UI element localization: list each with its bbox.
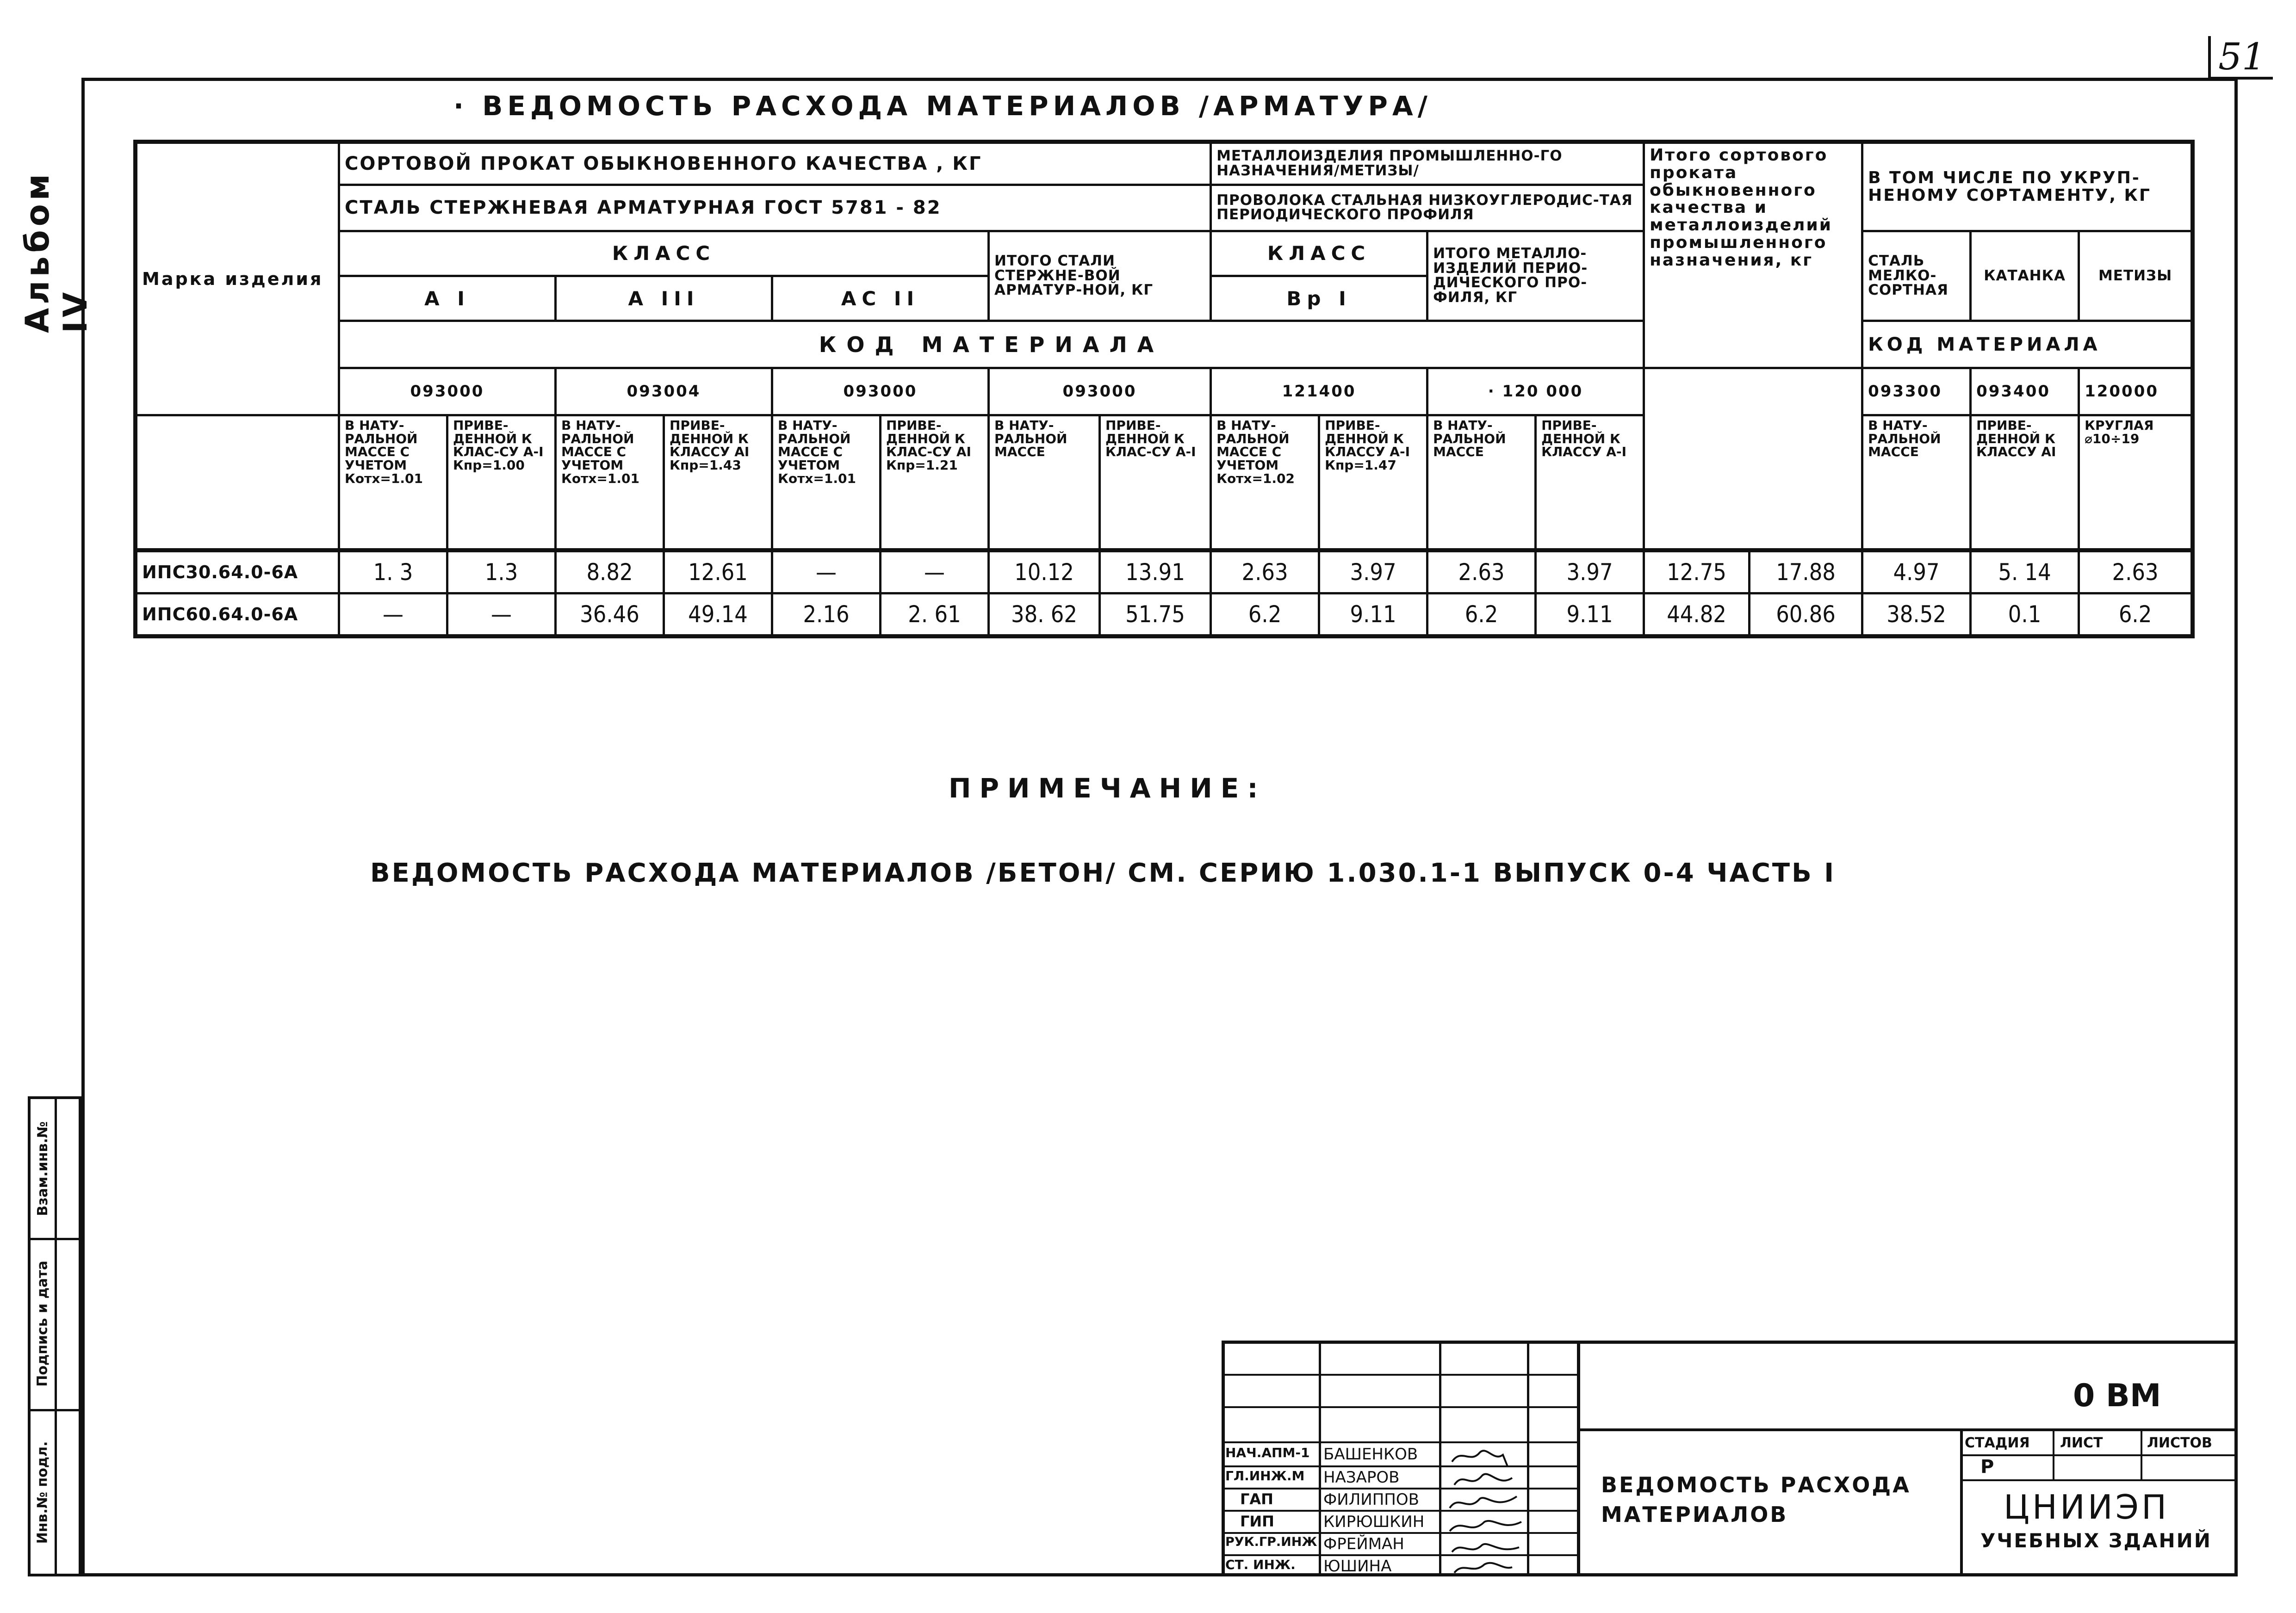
table-cell: 38.52 (1862, 593, 1971, 636)
page-number: 51 (2208, 36, 2273, 80)
role: ГАП (1240, 1490, 1273, 1508)
group-wire-header: ПРОВОЛОКА СТАЛЬНАЯ НИЗКОУГЛЕРОДИС-ТАЯ ПЕРИОДИЧЕСКОГО ПРОФИЛЯ (1211, 185, 1644, 231)
table-cell: — (772, 550, 881, 593)
table-cell: 17.88 (1750, 550, 1862, 593)
group-metal-header: МЕТАЛЛОИЗДЕЛИЯ ПРОМЫШЛЕННО-ГО НАЗНАЧЕНИЯ/МЕТИЗЫ/ (1211, 142, 1644, 185)
sub-metal-total-natural: В НАТУ-РАЛЬНОЙ МАССЕ (1427, 415, 1536, 550)
table-cell: 2.63 (2079, 550, 2193, 593)
table-cell: 2. 61 (881, 593, 989, 636)
metizy-header: МЕТИЗЫ (2079, 231, 2193, 321)
group-rebar-header: СТАЛЬ СТЕРЖНЕВАЯ АРМАТУРНАЯ ГОСТ 5781 - 82 (339, 185, 1211, 231)
note-title: ПРИМЕЧАНИЕ: (949, 773, 1266, 804)
code-steel-small: 093300 (1862, 368, 1971, 415)
table-cell: 0.1 (1971, 593, 2079, 636)
role: НАЧ.АПМ-1 (1225, 1445, 1310, 1460)
steel-small-header: СТАЛЬ МЕЛКО-СОРТНАЯ (1862, 231, 1971, 321)
name: ЮШИНА (1323, 1557, 1392, 1576)
material-code-caption-2: КОД МАТЕРИАЛА (1862, 321, 2193, 368)
table-cell: 2.16 (772, 593, 881, 636)
table-cell: 51.75 (1100, 593, 1211, 636)
table-cell: 4.97 (1862, 550, 1971, 593)
side-label-inv-replace: Взам.инв.№ (34, 1121, 51, 1216)
table-cell: 36.46 (556, 593, 664, 636)
code-a1: 093000 (339, 368, 556, 415)
role: РУК.ГР.ИНЖ (1225, 1535, 1317, 1549)
sub-a1-natural: В НАТУ-РАЛЬНОЙ МАССЕ С УЧЕТОМ Котх=1.01 (339, 415, 447, 550)
table-cell: — (339, 593, 447, 636)
sub-ac2-natural: В НАТУ-РАЛЬНОЙ МАССЕ С УЧЕТОМ Котх=1.01 (772, 415, 881, 550)
code-metal-total: · 120 000 (1427, 368, 1644, 415)
group-rolled-header: СОРТОВОЙ ПРОКАТ ОБЫКНОВЕННОГО КАЧЕСТВА , КГ (339, 142, 1211, 185)
sub-a3-reduced: ПРИВЕ-ДЕННОЙ К КЛАССУ АI Кпр=1.43 (664, 415, 772, 550)
table-cell: 2.63 (1211, 550, 1319, 593)
table-row (136, 550, 2193, 593)
class-a3: А III (556, 276, 772, 321)
total-rebar-header: ИТОГО СТАЛИ СТЕРЖНЕ-ВОЙ АРМАТУР-НОЙ, КГ (989, 231, 1211, 321)
material-code-caption: КОД МАТЕРИАЛА (339, 321, 1644, 368)
table-cell: — (447, 593, 556, 636)
class-wire-header: КЛАСС (1211, 231, 1427, 276)
role: СТ. ИНЖ. (1225, 1557, 1296, 1572)
code-metizy: 120000 (2079, 368, 2193, 415)
table-cell: 3.97 (1536, 550, 1644, 593)
role: ГЛ.ИНЖ.М (1225, 1468, 1305, 1483)
stage-label: СТАДИЯ (1965, 1435, 2030, 1451)
table-cell: 13.91 (1100, 550, 1211, 593)
table-cell: 1. 3 (339, 550, 447, 593)
table-cell: 9.11 (1319, 593, 1427, 636)
table-row (136, 593, 2193, 636)
table-cell: 6.2 (1211, 593, 1319, 636)
sub-total-reduced: ПРИВЕ-ДЕННОЙ К КЛАССУ АI (1971, 415, 2079, 550)
code-a3: 093004 (556, 368, 772, 415)
row-mark: ИПС60.64.0-6А (136, 593, 339, 636)
sub-rebar-total-natural: В НАТУ-РАЛЬНОЙ МАССЕ (989, 415, 1100, 550)
mark-header: Марка изделия (136, 142, 339, 415)
table-cell: 12.75 (1644, 550, 1750, 593)
katanka-header: КАТАНКА (1971, 231, 2079, 321)
class-ac2: АС II (772, 276, 989, 321)
class-bp1: Вр I (1211, 276, 1427, 321)
sub-bp1-natural: В НАТУ-РАЛЬНОЙ МАССЕ С УЧЕТОМ Котх=1.02 (1211, 415, 1319, 550)
table-cell: 6.2 (2079, 593, 2193, 636)
stage-value: Р (1980, 1456, 1994, 1477)
org-name: ЦНИИЭП (2004, 1488, 2170, 1526)
code-bp1: 121400 (1211, 368, 1427, 415)
role: ГИП (1240, 1513, 1274, 1530)
total-header: Итого сортового проката обыкновенного качества и металлоизделий промышленного назначения, кг (1644, 142, 1862, 368)
sheets-label: ЛИСТОВ (2147, 1435, 2212, 1451)
album-label: Альбом IV (19, 170, 94, 333)
name: НАЗАРОВ (1323, 1468, 1400, 1487)
name: ФИЛИППОВ (1323, 1490, 1419, 1509)
side-label-sign-date: Подпись и дата (34, 1260, 51, 1387)
table-cell: 2.63 (1427, 550, 1536, 593)
table-cell: 3.97 (1319, 550, 1427, 593)
table-cell: 6.2 (1427, 593, 1536, 636)
table-cell: — (881, 550, 989, 593)
sub-a1-reduced: ПРИВЕ-ДЕННОЙ К КЛАС-СУ А-I Кпр=1.00 (447, 415, 556, 550)
table-cell: 12.61 (664, 550, 772, 593)
sub-ac2-reduced: ПРИВЕ-ДЕННОЙ К КЛАС-СУ АI Кпр=1.21 (881, 415, 989, 550)
class-header: КЛАСС (339, 231, 989, 276)
total-metal-header: ИТОГО МЕТАЛЛО-ИЗДЕЛИЙ ПЕРИО-ДИЧЕСКОГО ПРО-ФИЛЯ, КГ (1427, 231, 1644, 321)
class-a1: А I (339, 276, 556, 321)
document-title: · ВЕДОМОСТЬ РАСХОДА МАТЕРИАЛОВ /АРМАТУРА/ (453, 90, 1432, 122)
name: КИРЮШКИН (1323, 1513, 1425, 1531)
title-block (1222, 1341, 2238, 1576)
table-cell: 5. 14 (1971, 550, 2079, 593)
sub-metal-total-reduced: ПРИВЕ-ДЕННОЙ К КЛАССУ А-I (1536, 415, 1644, 550)
table-cell: 60.86 (1750, 593, 1862, 636)
code-rebar-total: 093000 (989, 368, 1211, 415)
sub-a3-natural: В НАТУ-РАЛЬНОЙ МАССЕ С УЧЕТОМ Котх=1.01 (556, 415, 664, 550)
name: БАШЕНКОВ (1323, 1445, 1418, 1464)
table-cell: 8.82 (556, 550, 664, 593)
materials-table (133, 140, 2195, 638)
name: ФРЕЙМАН (1323, 1535, 1404, 1553)
sub-bp1-reduced: ПРИВЕ-ДЕННОЙ К КЛАССУ А-I Кпр=1.47 (1319, 415, 1427, 550)
table-cell: 38. 62 (989, 593, 1100, 636)
including-header: В ТОМ ЧИСЛЕ ПО УКРУП-НЕНОМУ СОРТАМЕНТУ, КГ (1862, 142, 2193, 231)
table-cell: 49.14 (664, 593, 772, 636)
side-stamp-strip (28, 1096, 81, 1576)
table-cell: 10.12 (989, 550, 1100, 593)
side-label-inv-original: Инв.№ подл. (34, 1441, 51, 1544)
doc-code: 0 ВМ (2073, 1378, 2161, 1414)
sub-total-natural: В НАТУ-РАЛЬНОЙ МАССЕ (1862, 415, 1971, 550)
sub-round-10-19: КРУГЛАЯ ⌀10÷19 (2079, 415, 2193, 550)
org-subtitle: УЧЕБНЫХ ЗДАНИЙ (1980, 1529, 2212, 1552)
sheet-label: ЛИСТ (2060, 1435, 2103, 1451)
sub-rebar-total-reduced: ПРИВЕ-ДЕННОЙ К КЛАС-СУ А-I (1100, 415, 1211, 550)
table-cell: 9.11 (1536, 593, 1644, 636)
note-text: ВЕДОМОСТЬ РАСХОДА МАТЕРИАЛОВ /БЕТОН/ СМ. СЕРИЮ 1.030.1-1 ВЫПУСК 0-4 ЧАСТЬ I (370, 858, 1836, 888)
table-cell: 44.82 (1644, 593, 1750, 636)
row-mark: ИПС30.64.0-6А (136, 550, 339, 593)
table-cell: 1.3 (447, 550, 556, 593)
signatures (1443, 1443, 1526, 1576)
code-katanka: 093400 (1971, 368, 2079, 415)
code-ac2: 093000 (772, 368, 989, 415)
sheet-title: ВЕДОМОСТЬ РАСХОДА МАТЕРИАЛОВ (1601, 1472, 1911, 1527)
